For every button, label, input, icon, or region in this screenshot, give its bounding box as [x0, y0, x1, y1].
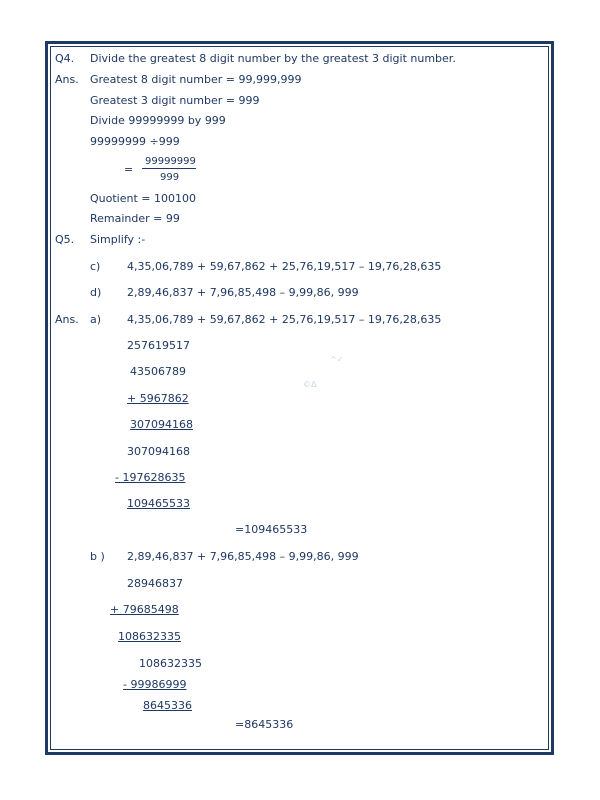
q5-a-step: 257619517 — [127, 339, 190, 352]
q5-item-d-marker: d) — [90, 286, 102, 299]
q4-fraction-numerator: 99999999 — [145, 156, 196, 167]
q4-line-divide: Divide 99999999 by 999 — [90, 114, 226, 127]
q5-b-step: + 79685498 — [110, 603, 179, 616]
watermark-mark: ^✓ — [330, 355, 344, 364]
q5-a-step: 43506789 — [130, 365, 186, 378]
q4-remainder: Remainder = 99 — [90, 212, 180, 225]
q5-a-step: 307094168 — [130, 418, 193, 431]
q4-quotient: Quotient = 100100 — [90, 192, 196, 205]
q5-b-step: 108632335 — [139, 657, 202, 670]
q5-b-step: 28946837 — [127, 577, 183, 590]
q4-answer-label: Ans. — [55, 73, 79, 86]
q4-question: Divide the greatest 8 digit number by the greatest 3 digit number. — [90, 52, 456, 65]
q5-a-step: 307094168 — [127, 445, 190, 458]
q5-prompt: Simplify :- — [90, 233, 146, 246]
q5-answer-b-marker: b ) — [90, 550, 105, 563]
q4-fraction-denominator: 999 — [160, 172, 180, 183]
q5-b-step: 8645336 — [143, 699, 192, 712]
q4-label: Q4. — [55, 52, 75, 65]
q4-line-division-expr: 99999999 ÷999 — [90, 135, 180, 148]
q4-fraction-bar — [142, 168, 196, 169]
q5-item-c-expression: 4,35,06,789 + 59,67,862 + 25,76,19,517 – 19,76,28,635 — [127, 260, 442, 273]
q4-fraction-equals: = — [124, 163, 134, 176]
q4-line-greatest-8: Greatest 8 digit number = 99,999,999 — [90, 73, 302, 86]
q5-a-step: 109465533 — [127, 497, 190, 510]
q5-a-step: - 197628635 — [115, 471, 186, 484]
q5-item-c-marker: c) — [90, 260, 101, 273]
q5-a-step: + 5967862 — [127, 392, 189, 405]
q5-a-result: =109465533 — [235, 523, 308, 536]
q5-b-result: =8645336 — [235, 718, 294, 731]
q5-b-step: - 99986999 — [123, 678, 187, 691]
q4-line-greatest-3: Greatest 3 digit number = 999 — [90, 94, 260, 107]
page-border-inner — [50, 46, 549, 750]
q5-answer-label: Ans. — [55, 313, 79, 326]
q5-answer-a-expression: 4,35,06,789 + 59,67,862 + 25,76,19,517 – 19,76,28,635 — [127, 313, 442, 326]
q5-b-step: 108632335 — [118, 630, 181, 643]
q5-label: Q5. — [55, 233, 75, 246]
q5-item-d-expression: 2,89,46,837 + 7,96,85,498 – 9,99,86, 999 — [127, 286, 359, 299]
q5-answer-a-marker: a) — [90, 313, 102, 326]
q5-answer-b-expression: 2,89,46,837 + 7,96,85,498 – 9,99,86, 999 — [127, 550, 359, 563]
watermark-mark: ©Δ — [303, 380, 317, 389]
